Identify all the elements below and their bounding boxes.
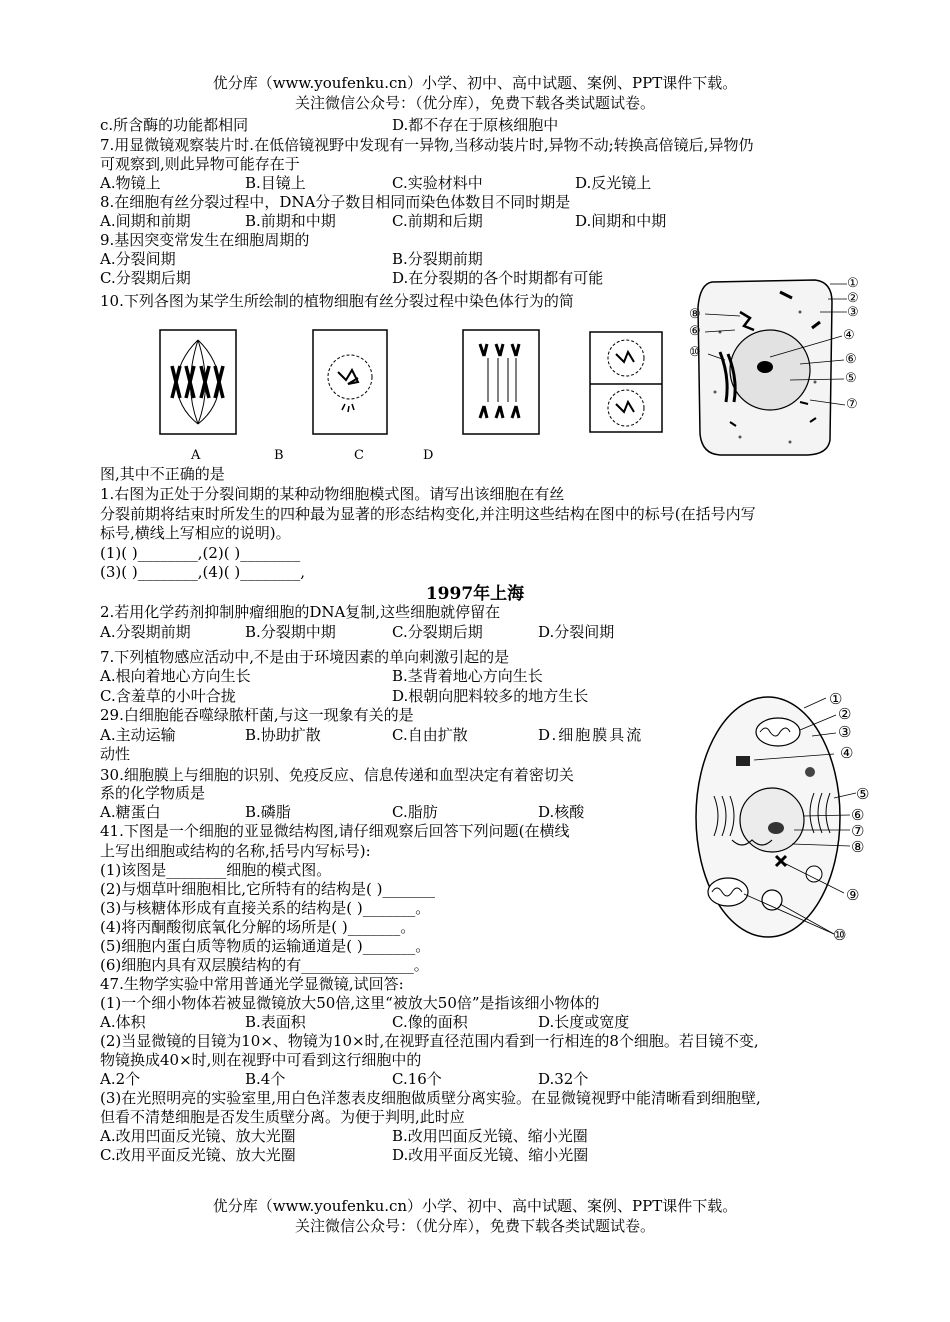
- s2-q47a-option-d: D.长度或宽度: [538, 1013, 630, 1031]
- s2-q47-part-2-cont: 物镜换成40×时,则在视野中可看到这行细胞中的: [100, 1051, 422, 1069]
- cell1-label-6: ⑥: [845, 352, 857, 367]
- q9-option-a: A.分裂间期: [100, 250, 176, 268]
- q7-option-b: B.目镜上: [245, 174, 306, 192]
- s2-q2-option-a: A.分裂期前期: [100, 623, 191, 641]
- cell2-label-3: ③: [838, 723, 852, 741]
- mitosis-figures: [150, 322, 670, 442]
- s2-q2-option-b: B.分裂期中期: [245, 623, 336, 641]
- s2-q30-option-d: D.核酸: [538, 803, 585, 821]
- cell2-label-5: ⑤: [856, 785, 870, 803]
- s2-q47a-option-a: A.体积: [100, 1013, 146, 1031]
- question-1: 1.右图为正处于分裂间期的某种动物细胞模式图。请写出该细胞在有丝: [100, 485, 565, 503]
- cell2-label-8: ⑧: [851, 838, 865, 856]
- s2-q47b-option-a: A.2个: [100, 1070, 141, 1088]
- s2-q30-option-b: B.磷脂: [245, 803, 291, 821]
- s2-q29-option-d: D.细胞膜具流: [538, 726, 644, 744]
- s2-q7-option-a: A.根向着地心方向生长: [100, 667, 251, 685]
- s2-q47-part-3: (3)在光照明亮的实验室里,用白色洋葱表皮细胞做质壁分离实验。在显微镜视野中能清晰看到细胞壁,: [100, 1089, 761, 1107]
- question-1-cont: 分裂前期将结束时所发生的四种最为显著的形态结构变化,并注明这些结构在图中的标号(在括号内写: [100, 505, 756, 523]
- figure-a: [160, 330, 236, 434]
- cell2-label-1: ①: [829, 690, 843, 708]
- cell2-label-4: ④: [840, 744, 854, 762]
- s2-question-30: 30.细胞膜上与细胞的识别、免疫反应、信息传递和血型决定有着密切关: [100, 766, 574, 784]
- question-1-cont-2: 标号,横线上写相应的说明)。: [100, 524, 291, 542]
- q8-option-d: D.间期和中期: [575, 212, 667, 230]
- question-7-cont: 可观察到,则此异物可能存在于: [100, 155, 300, 173]
- s2-question-41: 41.下图是一个细胞的亚显微结构图,请仔细观察后回答下列问题(在横线: [100, 822, 570, 840]
- q7-option-d: D.反光镜上: [575, 174, 652, 192]
- question-9: 9.基因突变常发生在细胞周期的: [100, 231, 310, 249]
- cell1-label-2: ②: [847, 291, 859, 306]
- q8-option-a: A.间期和前期: [100, 212, 191, 230]
- header-line-1: 优分库（www.youfenku.cn）小学、初中、高中试题、案例、PPT课件下载。: [212, 74, 738, 92]
- s2-q41-sub-2: (2)与烟草叶细胞相比,它所特有的结构是( )_______: [100, 880, 435, 898]
- figure-c: [463, 330, 539, 434]
- s2-q41-sub-3: (3)与核糖体形成有直接关系的结构是( )_______。: [100, 899, 431, 917]
- s2-q47a-option-b: B.表面积: [245, 1013, 306, 1031]
- s2-q29-option-d-cont: 动性: [100, 745, 131, 763]
- cell1-label-3: ③: [847, 305, 859, 320]
- footer-line-1: 优分库（www.youfenku.cn）小学、初中、高中试题、案例、PPT课件下载。: [212, 1197, 738, 1215]
- cell2-label-6: ⑥: [851, 806, 865, 824]
- cell2-label-2: ②: [838, 705, 852, 723]
- answer-blank-3-4: (3)( )________,(4)( )________,: [100, 563, 305, 581]
- s2-q29-option-a: A.主动运输: [100, 726, 176, 744]
- figure-label-c: C: [354, 448, 364, 463]
- s2-q41-sub-6: (6)细胞内具有双层膜结构的有_______________。: [100, 956, 429, 974]
- s2-question-7: 7.下列植物感应活动中,不是由于环境因素的单向刺激引起的是: [100, 648, 510, 666]
- s2-q47b-option-d: D.32个: [538, 1070, 589, 1088]
- s2-q41-sub-1: (1)该图是________细胞的模式图。: [100, 861, 332, 879]
- header-line-2: 关注微信公众号：（优分库），免费下载各类试题试卷。: [294, 94, 655, 112]
- s2-question-47: 47.生物学实验中常用普通光学显微镜,试回答:: [100, 975, 404, 993]
- option-d: D.都不存在于原核细胞中: [392, 116, 559, 134]
- animal-cell-diagram: [680, 272, 870, 460]
- s2-q47a-option-c: C.像的面积: [392, 1013, 468, 1031]
- cell1-label-10: ⑩: [689, 345, 701, 360]
- s2-q47-part-3-cont: 但看不清楚细胞是否发生质壁分离。为便于判明,此时应: [100, 1108, 465, 1126]
- q7-option-a: A.物镜上: [100, 174, 161, 192]
- question-8: 8.在细胞有丝分裂过程中，DNA分子数目相同而染色体数目不同时期是: [100, 193, 571, 211]
- s2-q7-option-b: B.茎背着地心方向生长: [392, 667, 543, 685]
- s2-q41-sub-4: (4)将丙酮酸彻底氧化分解的场所是( )_______。: [100, 918, 416, 936]
- q9-option-b: B.分裂期前期: [392, 250, 483, 268]
- answer-blank-1-2: (1)( )________,(2)( )________: [100, 544, 301, 562]
- s2-q7-option-d: D.根朝向肥料较多的地方生长: [392, 687, 589, 705]
- s2-q29-option-c: C.自由扩散: [392, 726, 468, 744]
- s2-q47c-option-c: C.改用平面反光镜、放大光圈: [100, 1146, 296, 1164]
- cell2-label-7: ⑦: [851, 822, 865, 840]
- s2-q29-option-b: B.协助扩散: [245, 726, 321, 744]
- q8-option-c: C.前期和后期: [392, 212, 483, 230]
- s2-q2-option-d: D.分裂间期: [538, 623, 615, 641]
- s2-q47-part-1: (1)一个细小物体若被显微镜放大50倍,这里“被放大50倍”是指该细小物体的: [100, 994, 600, 1012]
- figure-label-a: A: [191, 448, 201, 463]
- s2-q30-option-a: A.糖蛋白: [100, 803, 161, 821]
- figure-b: [313, 330, 387, 434]
- s2-q41-sub-5: (5)细胞内蛋白质等物质的运输通道是( )_______。: [100, 937, 431, 955]
- s2-question-30-cont: 系的化学物质是: [100, 784, 206, 802]
- question-10-cont: 图,其中不正确的是: [100, 465, 225, 483]
- cell1-label-1: ①: [847, 276, 859, 291]
- cell1-label-5: ⑤: [845, 371, 857, 386]
- s2-q47-part-2: (2)当显微镜的目镜为10×、物镜为10×时,在视野直径范围内看到一行相连的8个细胞。若目镜不变,: [100, 1032, 759, 1050]
- cell2-label-9: ⑨: [846, 886, 860, 904]
- q7-option-c: C.实验材料中: [392, 174, 483, 192]
- question-7: 7.用显微镜观察装片时.在低倍镜视野中发现有一异物,当移动装片时,异物不动;转换高倍镜后,异物仍: [100, 136, 754, 154]
- s2-q30-option-c: C.脂肪: [392, 803, 438, 821]
- cell1-label-8: ⑧: [689, 307, 701, 322]
- footer-line-2: 关注微信公众号：（优分库），免费下载各类试题试卷。: [294, 1217, 655, 1235]
- cell1-label-6b: ⑥: [689, 324, 701, 339]
- cell1-label-4: ④: [843, 328, 855, 343]
- q8-option-b: B.前期和中期: [245, 212, 336, 230]
- s2-q47b-option-b: B.4个: [245, 1070, 286, 1088]
- question-10: 10.下列各图为某学生所绘制的植物细胞有丝分裂过程中染色体行为的简: [100, 292, 574, 310]
- cell2-label-10: ⑩: [833, 926, 847, 944]
- cell1-label-7: ⑦: [846, 397, 858, 412]
- option-c: c.所含酶的功能都相同: [100, 116, 249, 134]
- s2-q47b-option-c: C.16个: [392, 1070, 442, 1088]
- s2-q47c-option-a: A.改用凹面反光镜、放大光圈: [100, 1127, 296, 1145]
- s2-question-41-cont: 上写出细胞或结构的名称,括号内写标号):: [100, 842, 371, 860]
- figure-d: [590, 332, 662, 432]
- q9-option-c: C.分裂期后期: [100, 269, 191, 287]
- s2-question-2: 2.若用化学药剂抑制肿瘤细胞的DNA复制,这些细胞就停留在: [100, 603, 501, 621]
- q9-option-d: D.在分裂期的各个时期都有可能: [392, 269, 604, 287]
- s2-question-29: 29.白细胞能吞噬绿脓杆菌,与这一现象有关的是: [100, 706, 414, 724]
- s2-q47c-option-d: D.改用平面反光镜、缩小光圈: [392, 1146, 589, 1164]
- section-title: 1997年上海: [425, 584, 525, 604]
- figure-label-b: B: [274, 448, 284, 463]
- s2-q47c-option-b: B.改用凹面反光镜、缩小光圈: [392, 1127, 588, 1145]
- figure-label-d: D: [423, 448, 434, 463]
- s2-q2-option-c: C.分裂期后期: [392, 623, 483, 641]
- s2-q7-option-c: C.含羞草的小叶合拢: [100, 687, 236, 705]
